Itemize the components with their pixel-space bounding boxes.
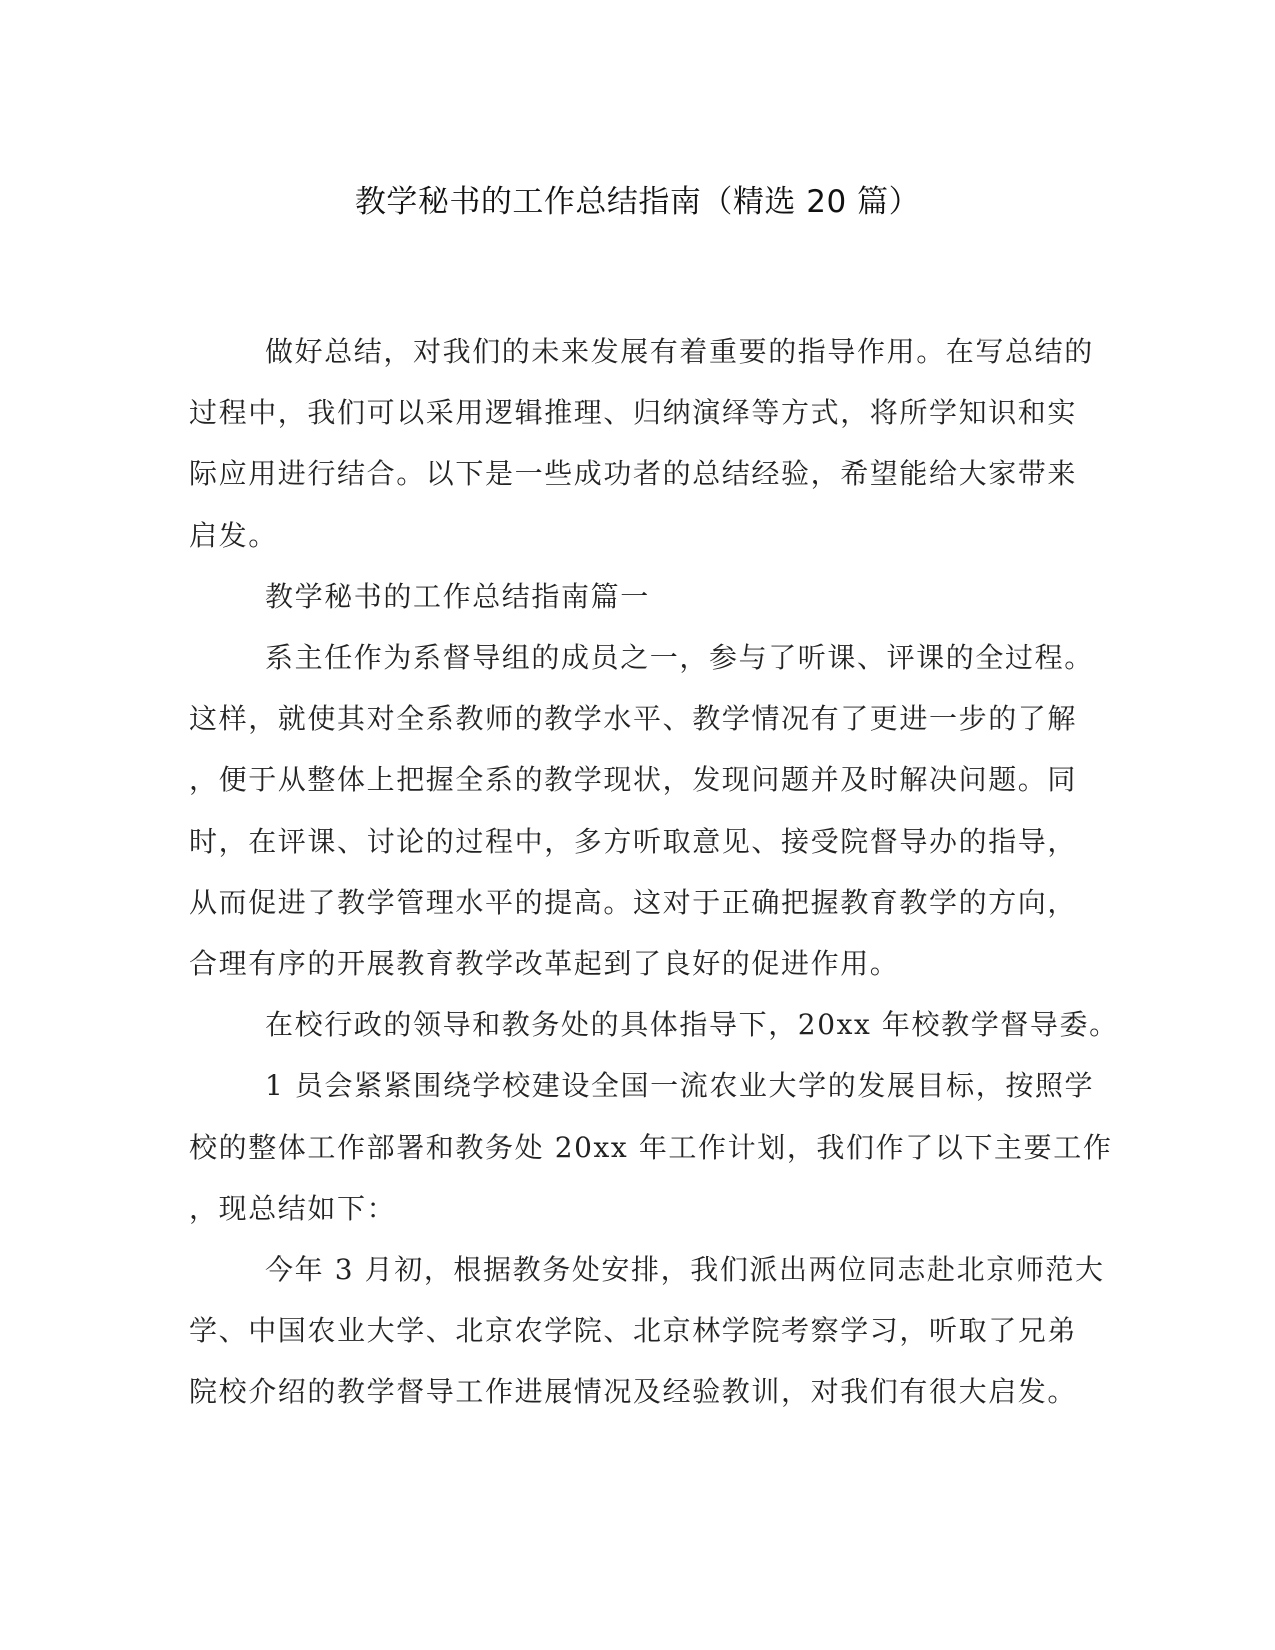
text-line: ，现总结如下：	[189, 1191, 397, 1225]
text-line: 过程中，我们可以采用逻辑推理、归纳演绎等方式，将所学知识和实	[189, 396, 1078, 430]
document-title: 教学秘书的工作总结指南（精选 20 篇）	[354, 184, 921, 220]
section-heading	[189, 566, 1074, 627]
text-line: 这样，就使其对全系教师的教学水平、教学情况有了更进一步的了解	[189, 702, 1078, 736]
text-line: 合理有序的开展教育教学改革起到了良好的促进作用。	[189, 947, 900, 981]
paragraph	[189, 994, 1119, 1055]
paragraph	[189, 627, 1094, 994]
paragraph	[189, 1055, 1113, 1239]
text-line: 1 员会紧紧围绕学校建设全国一流农业大学的发展目标，按照学	[265, 1069, 1095, 1103]
text-line: 际应用进行结合。以下是一些成功者的总结经验，希望能给大家带来	[189, 457, 1078, 491]
text-line: 时，在评课、讨论的过程中，多方听取意见、接受院督导办的指导，	[189, 824, 1078, 858]
document-body	[189, 321, 1119, 1423]
text-line: 从而促进了教学管理水平的提高。这对于正确把握教育教学的方向，	[189, 885, 1078, 919]
text-line: ，便于从整体上把握全系的教学现状，发现问题并及时解决问题。同	[189, 763, 1078, 797]
text-line: 教学秘书的工作总结指南篇一	[265, 579, 650, 613]
text-line: 院校介绍的教学督导工作进展情况及经验教训，对我们有很大启发。	[189, 1375, 1078, 1409]
text-line: 系主任作为系督导组的成员之一，参与了听课、评课的全过程。	[265, 641, 1094, 675]
text-line: 在校行政的领导和教务处的具体指导下，20xx 年校教学督导委。	[265, 1008, 1119, 1042]
text-line: 今年 3 月初，根据教务处安排，我们派出两位同志赴北京师范大	[265, 1253, 1105, 1287]
text-line: 做好总结，对我们的未来发展有着重要的指导作用。在写总结的	[265, 335, 1094, 368]
text-line: 校的整体工作部署和教务处 20xx 年工作计划，我们作了以下主要工作	[189, 1130, 1113, 1164]
text-line: 学、中国农业大学、北京农学院、北京林学院考察学习，听取了兄弟	[189, 1314, 1078, 1348]
text-line: 启发。	[189, 518, 278, 552]
paragraph-intro	[189, 321, 1094, 566]
paragraph	[189, 1239, 1105, 1423]
